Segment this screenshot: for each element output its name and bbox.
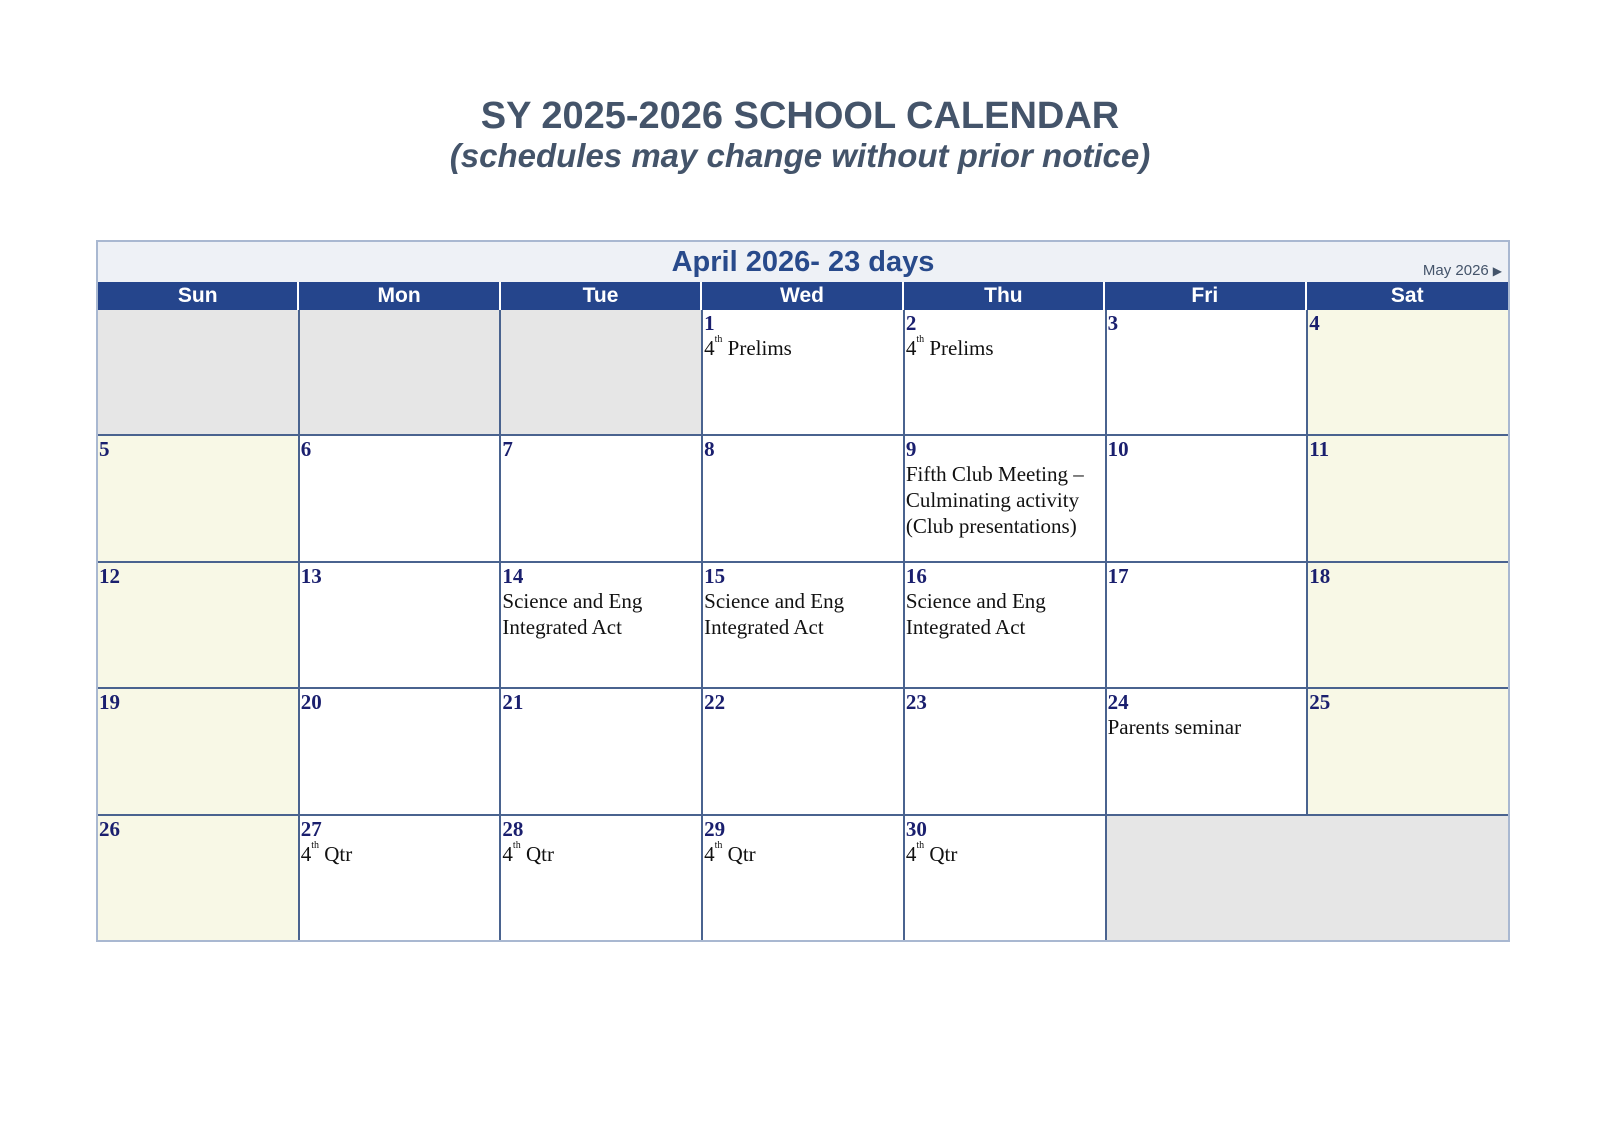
event-text: 4	[704, 841, 715, 866]
day-number: 30	[905, 816, 927, 841]
event-text: Fifth Club Meeting – Culminating activity (Club presentations)	[905, 462, 1084, 539]
day-event	[301, 841, 496, 867]
page-subtitle: (schedules may change without prior notice)	[449, 137, 1151, 174]
day-cell-2[interactable]	[905, 310, 1105, 434]
weekday-mon: Mon	[299, 282, 500, 310]
day-number: 6	[300, 437, 312, 462]
event-text-rest: Qtr	[924, 841, 958, 866]
weekday-fri: Fri	[1105, 282, 1306, 310]
event-text-rest: Prelims	[924, 336, 994, 360]
empty-day-cell	[1107, 816, 1508, 940]
day-cell-5[interactable]	[98, 436, 298, 560]
empty-day-cell	[98, 310, 298, 434]
event-text: 4	[502, 841, 513, 866]
day-cell-9[interactable]	[905, 436, 1105, 560]
day-cell-6[interactable]	[300, 436, 500, 560]
day-cell-8[interactable]	[703, 436, 903, 560]
day-cell-12[interactable]	[98, 563, 298, 687]
day-cell-16[interactable]	[905, 563, 1105, 687]
day-number: 17	[1107, 563, 1129, 588]
event-text-rest: Qtr	[318, 841, 353, 866]
day-cell-24[interactable]	[1107, 689, 1307, 813]
day-number: 12	[99, 563, 120, 588]
event-text: 4	[300, 841, 312, 866]
day-cell-3[interactable]	[1107, 310, 1307, 434]
empty-day-cell	[501, 310, 701, 434]
day-number: 10	[1107, 437, 1129, 462]
day-cell-18[interactable]	[1308, 563, 1508, 687]
next-month-label: May 2026	[1422, 262, 1489, 279]
day-number: 14	[502, 563, 524, 588]
day-number: 11	[1309, 437, 1330, 462]
day-number: 18	[1309, 563, 1331, 588]
day-number: 8	[704, 437, 715, 462]
day-cell-15[interactable]	[703, 563, 903, 687]
weekday-sat: Sat	[1390, 284, 1424, 307]
day-cell-7[interactable]	[501, 436, 701, 560]
weekday-thu: Thu	[904, 282, 1105, 310]
day-event	[906, 335, 1101, 361]
event-ordinal-suffix: th	[916, 334, 925, 345]
day-number: 29	[704, 816, 726, 841]
day-cell-14[interactable]	[501, 563, 701, 687]
event-ordinal-suffix: th	[714, 839, 723, 851]
event-text: 4	[704, 336, 715, 360]
day-cell-1[interactable]	[703, 310, 903, 434]
day-number: 26	[99, 816, 120, 841]
event-text: Science and Eng Integrated Act	[502, 588, 643, 639]
day-number: 7	[502, 437, 513, 462]
event-text-rest: Qtr	[520, 841, 554, 866]
calendar-grid	[98, 310, 1508, 940]
calendar	[96, 240, 1510, 942]
day-number: 21	[502, 690, 524, 715]
day-cell-27[interactable]	[300, 816, 500, 940]
day-event	[1108, 714, 1303, 740]
day-number: 9	[905, 437, 917, 462]
month-title: April 2026- 23 days	[671, 246, 935, 278]
day-cell-11[interactable]	[1308, 436, 1508, 560]
day-cell-30[interactable]	[905, 816, 1105, 940]
day-cell-22[interactable]	[703, 689, 903, 813]
next-month-link[interactable]	[1423, 262, 1502, 280]
day-cell-23[interactable]	[905, 689, 1105, 813]
day-number: 23	[905, 690, 927, 715]
day-cell-4[interactable]	[1308, 310, 1508, 434]
day-number: 28	[502, 816, 524, 841]
event-ordinal-suffix: th	[512, 839, 521, 851]
event-text-rest: Qtr	[722, 841, 756, 866]
day-number: 2	[905, 311, 917, 335]
day-number: 25	[1309, 690, 1331, 715]
day-number: 15	[704, 563, 726, 588]
day-cell-13[interactable]	[300, 563, 500, 687]
day-event	[906, 588, 1101, 640]
weekday-wed: Wed	[702, 282, 903, 310]
day-cell-25[interactable]	[1308, 689, 1508, 813]
day-event	[906, 841, 1101, 867]
day-cell-21[interactable]	[501, 689, 701, 813]
triangle-right-icon: ▶	[1492, 264, 1502, 278]
day-cell-20[interactable]	[300, 689, 500, 813]
event-text: Science and Eng Integrated Act	[704, 588, 845, 639]
month-header	[98, 242, 1508, 282]
day-event	[502, 588, 697, 640]
day-cell-29[interactable]	[703, 816, 903, 940]
day-cell-26[interactable]	[98, 816, 298, 940]
day-number: 13	[300, 563, 322, 588]
day-cell-17[interactable]	[1107, 563, 1307, 687]
weekday-tue: Tue	[501, 282, 702, 310]
day-number: 27	[300, 816, 322, 841]
day-cell-19[interactable]	[98, 689, 298, 813]
event-text-rest: Prelims	[722, 336, 792, 360]
event-ordinal-suffix: th	[714, 334, 723, 345]
day-number: 4	[1309, 311, 1320, 335]
day-number: 16	[905, 563, 927, 588]
day-number: 3	[1107, 311, 1119, 335]
event-ordinal-suffix: th	[916, 839, 925, 851]
event-text: 4	[905, 841, 917, 866]
day-cell-28[interactable]	[501, 816, 701, 940]
page-title: SY 2025-2026 SCHOOL CALENDAR	[480, 95, 1120, 137]
weekday-sun: Sun	[98, 282, 299, 310]
day-event	[704, 841, 899, 867]
day-number: 20	[300, 690, 322, 715]
event-text: Parents seminar	[1107, 715, 1242, 740]
day-number: 1	[704, 311, 715, 335]
event-ordinal-suffix: th	[311, 839, 319, 851]
day-number: 22	[704, 690, 726, 715]
day-event	[704, 335, 899, 361]
day-cell-10[interactable]	[1107, 436, 1307, 560]
day-number: 24	[1107, 690, 1129, 715]
weekday-header-row	[98, 282, 1508, 310]
day-number: 19	[99, 690, 120, 715]
event-text: Science and Eng Integrated Act	[905, 588, 1046, 639]
day-event	[502, 841, 697, 867]
day-number: 5	[99, 437, 110, 462]
day-event	[704, 588, 899, 640]
day-event	[906, 461, 1101, 539]
empty-day-cell	[300, 310, 500, 434]
event-text: 4	[905, 336, 917, 360]
